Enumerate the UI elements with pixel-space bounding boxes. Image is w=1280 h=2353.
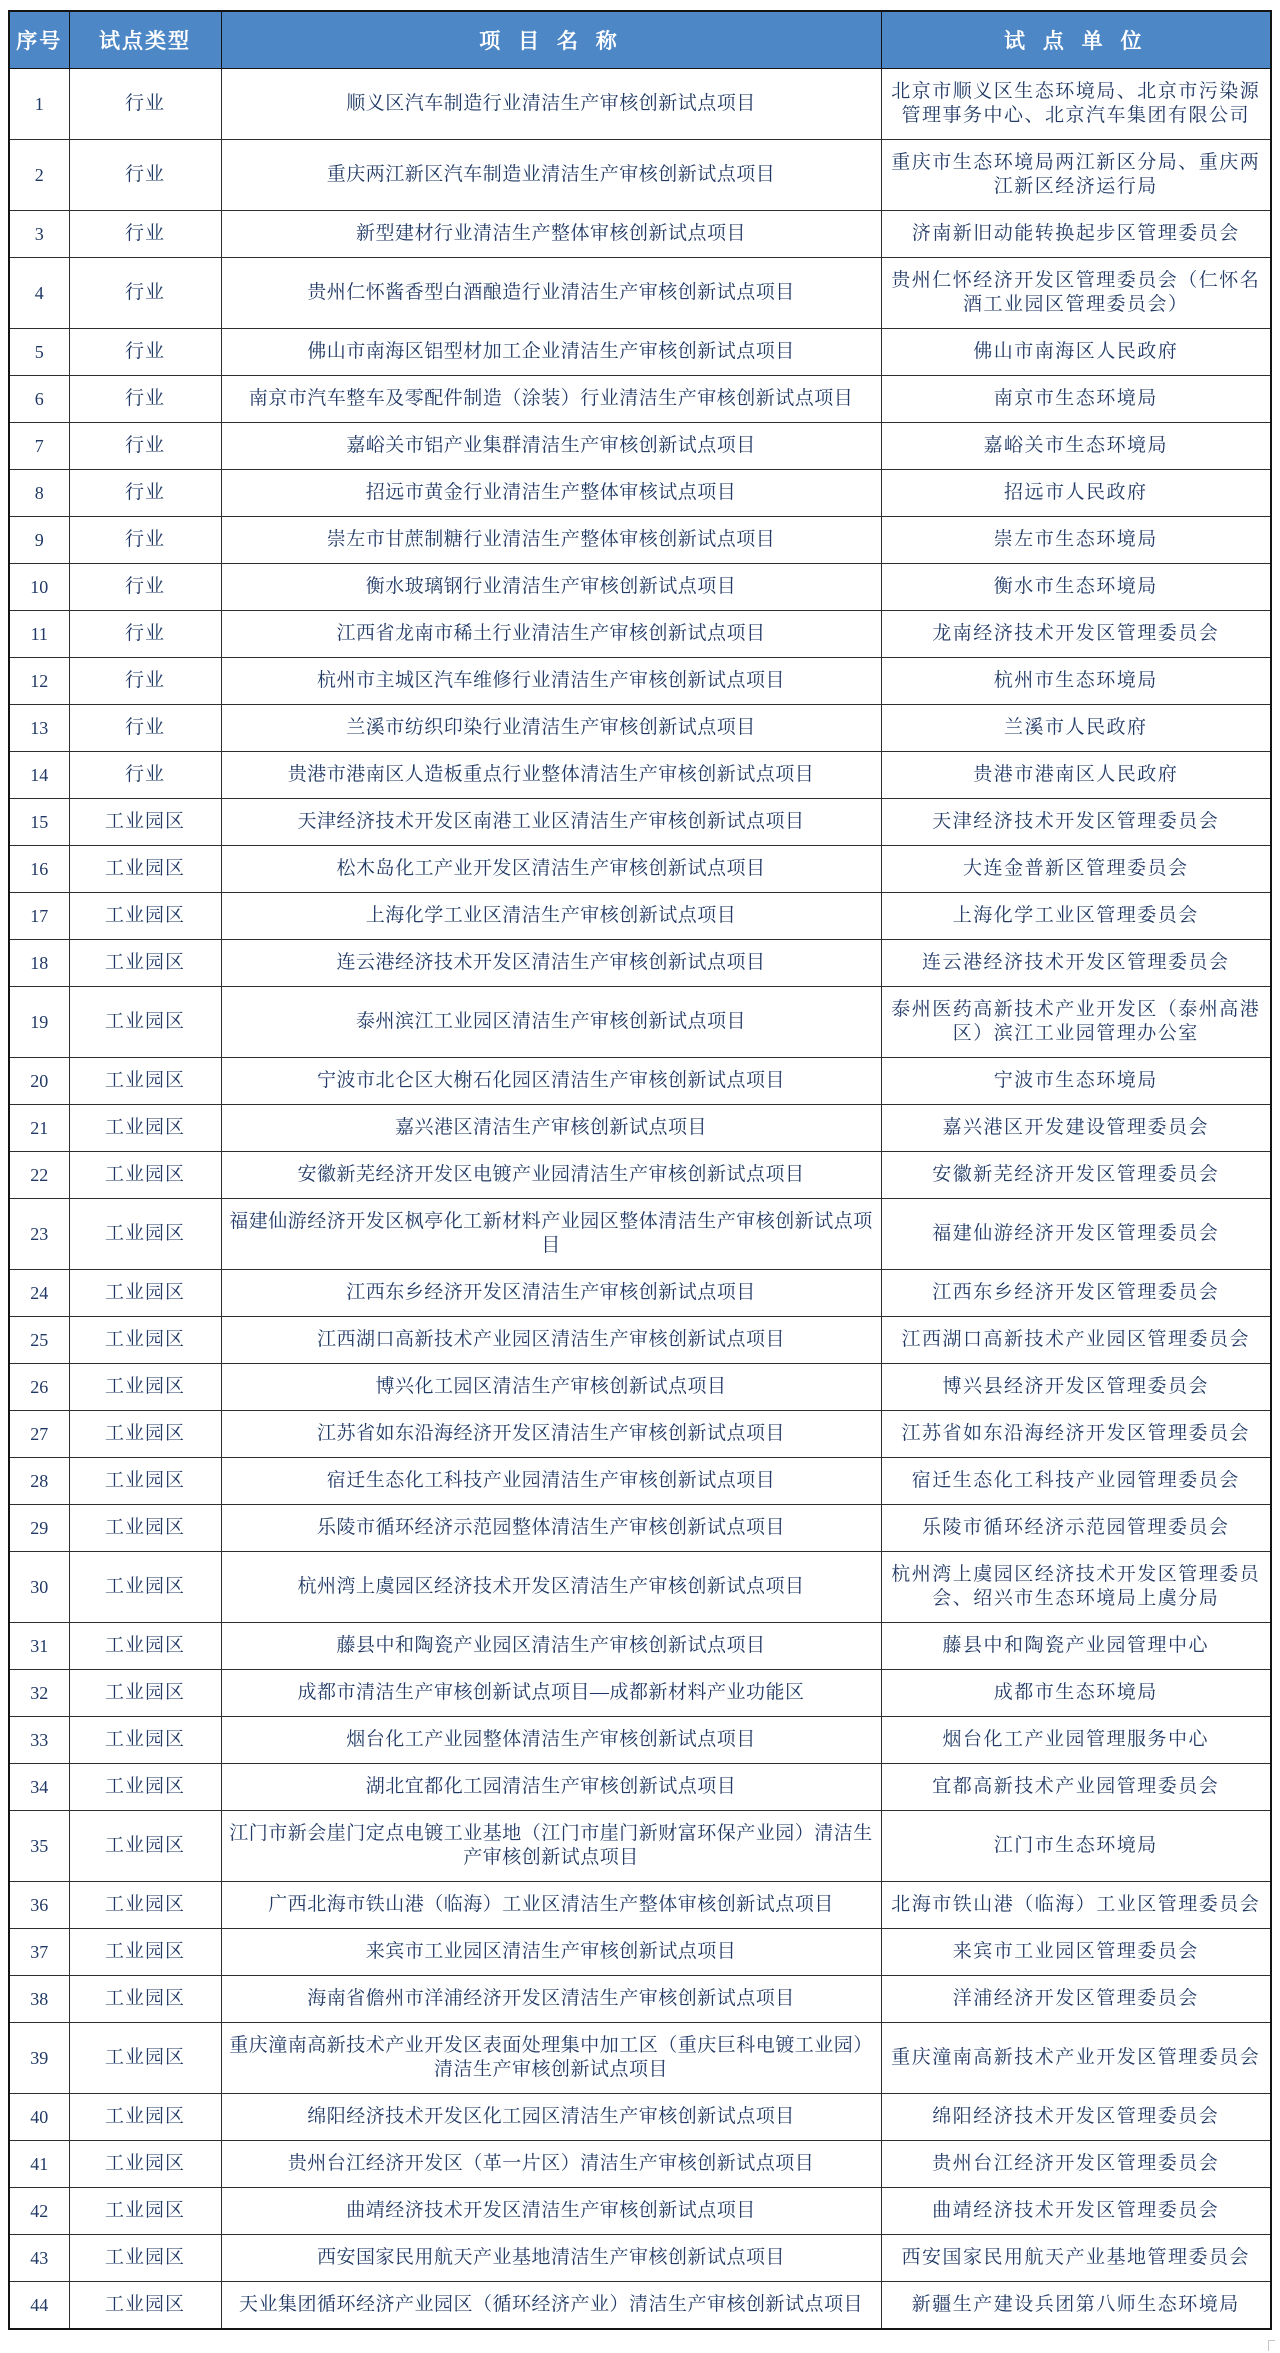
row-unit-cell: 嘉峪关市生态环境局 — [881, 423, 1271, 470]
pilot-projects-table — [8, 10, 1272, 2330]
row-index-cell: 11 — [9, 611, 69, 658]
row-name-cell: 藤县中和陶瓷产业园区清洁生产审核创新试点项目 — [221, 1623, 881, 1670]
row-name-cell: 安徽新芜经济开发区电镀产业园清洁生产审核创新试点项目 — [221, 1152, 881, 1199]
row-unit-cell: 成都市生态环境局 — [881, 1670, 1271, 1717]
table-row — [9, 2282, 1271, 2330]
row-index-cell: 40 — [9, 2094, 69, 2141]
row-index-cell: 37 — [9, 1929, 69, 1976]
row-unit-cell: 重庆潼南高新技术产业开发区管理委员会 — [881, 2023, 1271, 2094]
row-name-cell: 乐陵市循环经济示范园整体清洁生产审核创新试点项目 — [221, 1505, 881, 1552]
row-unit-cell: 宿迁生态化工科技产业园管理委员会 — [881, 1458, 1271, 1505]
row-name-cell: 招远市黄金行业清洁生产整体审核试点项目 — [221, 470, 881, 517]
row-name-cell: 江西东乡经济开发区清洁生产审核创新试点项目 — [221, 1270, 881, 1317]
row-name-cell: 海南省儋州市洋浦经济开发区清洁生产审核创新试点项目 — [221, 1976, 881, 2023]
row-index-cell: 44 — [9, 2282, 69, 2330]
row-name-cell: 兰溪市纺织印染行业清洁生产审核创新试点项目 — [221, 705, 881, 752]
row-name-cell: 贵州台江经济开发区（革一片区）清洁生产审核创新试点项目 — [221, 2141, 881, 2188]
table-row — [9, 2023, 1271, 2094]
table-row — [9, 1623, 1271, 1670]
row-unit-cell: 宜都高新技术产业园管理委员会 — [881, 1764, 1271, 1811]
row-name-cell: 成都市清洁生产审核创新试点项目—成都新材料产业功能区 — [221, 1670, 881, 1717]
row-name-cell: 曲靖经济技术开发区清洁生产审核创新试点项目 — [221, 2188, 881, 2235]
row-name-cell: 重庆两江新区汽车制造业清洁生产审核创新试点项目 — [221, 140, 881, 211]
row-type-cell: 行业 — [69, 705, 221, 752]
row-type-cell: 工业园区 — [69, 2282, 221, 2330]
row-index-cell: 29 — [9, 1505, 69, 1552]
row-type-cell: 工业园区 — [69, 1717, 221, 1764]
row-index-cell: 13 — [9, 705, 69, 752]
table-row — [9, 846, 1271, 893]
row-name-cell: 衡水玻璃钢行业清洁生产审核创新试点项目 — [221, 564, 881, 611]
table-row — [9, 258, 1271, 329]
row-type-cell: 行业 — [69, 564, 221, 611]
row-name-cell: 宁波市北仑区大榭石化园区清洁生产审核创新试点项目 — [221, 1058, 881, 1105]
row-unit-cell: 新疆生产建设兵团第八师生态环境局 — [881, 2282, 1271, 2330]
row-index-cell: 30 — [9, 1552, 69, 1623]
table-row — [9, 658, 1271, 705]
row-type-cell: 工业园区 — [69, 1105, 221, 1152]
row-name-cell: 杭州湾上虞园区经济技术开发区清洁生产审核创新试点项目 — [221, 1552, 881, 1623]
row-index-cell: 6 — [9, 376, 69, 423]
row-index-cell: 1 — [9, 69, 69, 140]
row-type-cell: 工业园区 — [69, 2023, 221, 2094]
header-row — [9, 11, 1271, 69]
row-name-cell: 松木岛化工产业开发区清洁生产审核创新试点项目 — [221, 846, 881, 893]
table-row — [9, 1764, 1271, 1811]
table-row — [9, 987, 1271, 1058]
table-row — [9, 1458, 1271, 1505]
row-type-cell: 工业园区 — [69, 1670, 221, 1717]
table-row — [9, 1270, 1271, 1317]
table-row — [9, 705, 1271, 752]
row-index-cell: 18 — [9, 940, 69, 987]
row-unit-cell: 宁波市生态环境局 — [881, 1058, 1271, 1105]
row-index-cell: 5 — [9, 329, 69, 376]
row-unit-cell: 烟台化工产业园管理服务中心 — [881, 1717, 1271, 1764]
row-name-cell: 江西省龙南市稀土行业清洁生产审核创新试点项目 — [221, 611, 881, 658]
row-type-cell: 工业园区 — [69, 1058, 221, 1105]
row-index-cell: 16 — [9, 846, 69, 893]
table-row — [9, 2235, 1271, 2282]
row-unit-cell: 上海化学工业区管理委员会 — [881, 893, 1271, 940]
row-index-cell: 24 — [9, 1270, 69, 1317]
row-index-cell: 10 — [9, 564, 69, 611]
table-row — [9, 1552, 1271, 1623]
row-name-cell: 江苏省如东沿海经济开发区清洁生产审核创新试点项目 — [221, 1411, 881, 1458]
row-name-cell: 烟台化工产业园整体清洁生产审核创新试点项目 — [221, 1717, 881, 1764]
row-type-cell: 工业园区 — [69, 1505, 221, 1552]
row-type-cell: 工业园区 — [69, 2141, 221, 2188]
row-type-cell: 工业园区 — [69, 1458, 221, 1505]
row-unit-cell: 江西湖口高新技术产业园区管理委员会 — [881, 1317, 1271, 1364]
row-unit-cell: 泰州医药高新技术产业开发区（泰州高港区）滨江工业园管理办公室 — [881, 987, 1271, 1058]
row-unit-cell: 西安国家民用航天产业基地管理委员会 — [881, 2235, 1271, 2282]
table-row — [9, 1411, 1271, 1458]
row-unit-cell: 招远市人民政府 — [881, 470, 1271, 517]
row-type-cell: 工业园区 — [69, 1882, 221, 1929]
row-index-cell: 20 — [9, 1058, 69, 1105]
row-unit-cell: 连云港经济技术开发区管理委员会 — [881, 940, 1271, 987]
row-type-cell: 工业园区 — [69, 1764, 221, 1811]
row-index-cell: 21 — [9, 1105, 69, 1152]
row-name-cell: 西安国家民用航天产业基地清洁生产审核创新试点项目 — [221, 2235, 881, 2282]
table-row — [9, 2094, 1271, 2141]
row-index-cell: 35 — [9, 1811, 69, 1882]
row-name-cell: 贵港市港南区人造板重点行业整体清洁生产审核创新试点项目 — [221, 752, 881, 799]
row-index-cell: 32 — [9, 1670, 69, 1717]
row-index-cell: 26 — [9, 1364, 69, 1411]
row-type-cell: 行业 — [69, 376, 221, 423]
row-unit-cell: 北海市铁山港（临海）工业区管理委员会 — [881, 1882, 1271, 1929]
row-name-cell: 江门市新会崖门定点电镀工业基地（江门市崖门新财富环保产业园）清洁生产审核创新试点项目 — [221, 1811, 881, 1882]
row-unit-cell: 贵州台江经济开发区管理委员会 — [881, 2141, 1271, 2188]
row-unit-cell: 佛山市南海区人民政府 — [881, 329, 1271, 376]
row-index-cell: 36 — [9, 1882, 69, 1929]
row-index-cell: 9 — [9, 517, 69, 564]
col-header-index: 序号 — [9, 11, 69, 69]
table-row — [9, 1317, 1271, 1364]
row-name-cell: 来宾市工业园区清洁生产审核创新试点项目 — [221, 1929, 881, 1976]
row-type-cell: 工业园区 — [69, 1317, 221, 1364]
table-row — [9, 1976, 1271, 2023]
row-type-cell: 工业园区 — [69, 1623, 221, 1670]
row-name-cell: 绵阳经济技术开发区化工园区清洁生产审核创新试点项目 — [221, 2094, 881, 2141]
row-type-cell: 行业 — [69, 752, 221, 799]
table-row — [9, 211, 1271, 258]
row-type-cell: 工业园区 — [69, 846, 221, 893]
row-unit-cell: 龙南经济技术开发区管理委员会 — [881, 611, 1271, 658]
row-unit-cell: 曲靖经济技术开发区管理委员会 — [881, 2188, 1271, 2235]
row-type-cell: 行业 — [69, 69, 221, 140]
table-row — [9, 69, 1271, 140]
row-type-cell: 工业园区 — [69, 893, 221, 940]
table-row — [9, 1505, 1271, 1552]
row-index-cell: 15 — [9, 799, 69, 846]
row-index-cell: 25 — [9, 1317, 69, 1364]
row-type-cell: 行业 — [69, 470, 221, 517]
row-type-cell: 行业 — [69, 329, 221, 376]
row-index-cell: 43 — [9, 2235, 69, 2282]
table-row — [9, 564, 1271, 611]
row-unit-cell: 江西东乡经济开发区管理委员会 — [881, 1270, 1271, 1317]
row-index-cell: 22 — [9, 1152, 69, 1199]
row-unit-cell: 嘉兴港区开发建设管理委员会 — [881, 1105, 1271, 1152]
table-row — [9, 140, 1271, 211]
row-unit-cell: 天津经济技术开发区管理委员会 — [881, 799, 1271, 846]
row-index-cell: 41 — [9, 2141, 69, 2188]
row-unit-cell: 博兴县经济开发区管理委员会 — [881, 1364, 1271, 1411]
row-name-cell: 重庆潼南高新技术产业开发区表面处理集中加工区（重庆巨科电镀工业园）清洁生产审核创新试点项目 — [221, 2023, 881, 2094]
row-name-cell: 天津经济技术开发区南港工业区清洁生产审核创新试点项目 — [221, 799, 881, 846]
row-index-cell: 4 — [9, 258, 69, 329]
table-row — [9, 1670, 1271, 1717]
row-index-cell: 31 — [9, 1623, 69, 1670]
row-name-cell: 贵州仁怀酱香型白酒酿造行业清洁生产审核创新试点项目 — [221, 258, 881, 329]
row-name-cell: 嘉兴港区清洁生产审核创新试点项目 — [221, 1105, 881, 1152]
row-index-cell: 34 — [9, 1764, 69, 1811]
table-row — [9, 1364, 1271, 1411]
row-index-cell: 12 — [9, 658, 69, 705]
row-unit-cell: 北京市顺义区生态环境局、北京市污染源管理事务中心、北京汽车集团有限公司 — [881, 69, 1271, 140]
table-row — [9, 423, 1271, 470]
row-index-cell: 7 — [9, 423, 69, 470]
row-unit-cell: 江苏省如东沿海经济开发区管理委员会 — [881, 1411, 1271, 1458]
row-type-cell: 行业 — [69, 211, 221, 258]
table-row — [9, 1199, 1271, 1270]
row-index-cell: 17 — [9, 893, 69, 940]
table-row — [9, 1929, 1271, 1976]
row-name-cell: 湖北宜都化工园清洁生产审核创新试点项目 — [221, 1764, 881, 1811]
row-unit-cell: 兰溪市人民政府 — [881, 705, 1271, 752]
row-unit-cell: 崇左市生态环境局 — [881, 517, 1271, 564]
row-type-cell: 行业 — [69, 423, 221, 470]
row-type-cell: 行业 — [69, 517, 221, 564]
table-row — [9, 1717, 1271, 1764]
row-unit-cell: 衡水市生态环境局 — [881, 564, 1271, 611]
row-type-cell: 行业 — [69, 611, 221, 658]
row-name-cell: 江西湖口高新技术产业园区清洁生产审核创新试点项目 — [221, 1317, 881, 1364]
table-row — [9, 2141, 1271, 2188]
table-row — [9, 940, 1271, 987]
row-index-cell: 8 — [9, 470, 69, 517]
row-type-cell: 工业园区 — [69, 1199, 221, 1270]
row-index-cell: 39 — [9, 2023, 69, 2094]
row-index-cell: 19 — [9, 987, 69, 1058]
row-name-cell: 博兴化工园区清洁生产审核创新试点项目 — [221, 1364, 881, 1411]
row-name-cell: 上海化学工业区清洁生产审核创新试点项目 — [221, 893, 881, 940]
col-header-pilot-type: 试点类型 — [69, 11, 221, 69]
row-unit-cell: 安徽新芜经济开发区管理委员会 — [881, 1152, 1271, 1199]
table-row — [9, 329, 1271, 376]
row-index-cell: 2 — [9, 140, 69, 211]
row-name-cell: 崇左市甘蔗制糖行业清洁生产整体审核创新试点项目 — [221, 517, 881, 564]
table-row — [9, 1152, 1271, 1199]
scrollbar-corner-artifact — [1268, 2340, 1275, 2351]
row-name-cell: 天业集团循环经济产业园区（循环经济产业）清洁生产审核创新试点项目 — [221, 2282, 881, 2330]
row-type-cell: 工业园区 — [69, 1364, 221, 1411]
row-type-cell: 工业园区 — [69, 1811, 221, 1882]
table-row — [9, 1811, 1271, 1882]
row-name-cell: 嘉峪关市铝产业集群清洁生产审核创新试点项目 — [221, 423, 881, 470]
table-header — [9, 11, 1271, 69]
col-header-pilot-unit: 试 点 单 位 — [881, 11, 1271, 69]
row-type-cell: 工业园区 — [69, 1270, 221, 1317]
row-unit-cell: 重庆市生态环境局两江新区分局、重庆两江新区经济运行局 — [881, 140, 1271, 211]
row-type-cell: 工业园区 — [69, 1976, 221, 2023]
row-name-cell: 新型建材行业清洁生产整体审核创新试点项目 — [221, 211, 881, 258]
row-type-cell: 工业园区 — [69, 1929, 221, 1976]
table-row — [9, 1882, 1271, 1929]
row-unit-cell: 贵港市港南区人民政府 — [881, 752, 1271, 799]
row-index-cell: 38 — [9, 1976, 69, 2023]
row-index-cell: 14 — [9, 752, 69, 799]
row-unit-cell: 南京市生态环境局 — [881, 376, 1271, 423]
row-index-cell: 23 — [9, 1199, 69, 1270]
row-name-cell: 福建仙游经济开发区枫亭化工新材料产业园区整体清洁生产审核创新试点项目 — [221, 1199, 881, 1270]
row-type-cell: 工业园区 — [69, 2094, 221, 2141]
row-unit-cell: 贵州仁怀经济开发区管理委员会（仁怀名酒工业园区管理委员会） — [881, 258, 1271, 329]
row-name-cell: 宿迁生态化工科技产业园清洁生产审核创新试点项目 — [221, 1458, 881, 1505]
table-row — [9, 1105, 1271, 1152]
row-name-cell: 佛山市南海区铝型材加工企业清洁生产审核创新试点项目 — [221, 329, 881, 376]
row-type-cell: 行业 — [69, 258, 221, 329]
row-type-cell: 行业 — [69, 140, 221, 211]
row-unit-cell: 大连金普新区管理委员会 — [881, 846, 1271, 893]
col-header-project-name: 项 目 名 称 — [221, 11, 881, 69]
row-index-cell: 33 — [9, 1717, 69, 1764]
table-row — [9, 1058, 1271, 1105]
row-type-cell: 工业园区 — [69, 987, 221, 1058]
row-index-cell: 27 — [9, 1411, 69, 1458]
table-row — [9, 2188, 1271, 2235]
row-type-cell: 工业园区 — [69, 1411, 221, 1458]
row-name-cell: 广西北海市铁山港（临海）工业区清洁生产整体审核创新试点项目 — [221, 1882, 881, 1929]
row-unit-cell: 福建仙游经济开发区管理委员会 — [881, 1199, 1271, 1270]
row-type-cell: 工业园区 — [69, 2188, 221, 2235]
table-row — [9, 752, 1271, 799]
row-unit-cell: 绵阳经济技术开发区管理委员会 — [881, 2094, 1271, 2141]
table-row — [9, 517, 1271, 564]
row-name-cell: 连云港经济技术开发区清洁生产审核创新试点项目 — [221, 940, 881, 987]
row-unit-cell: 杭州湾上虞园区经济技术开发区管理委员会、绍兴市生态环境局上虞分局 — [881, 1552, 1271, 1623]
row-type-cell: 工业园区 — [69, 940, 221, 987]
row-unit-cell: 济南新旧动能转换起步区管理委员会 — [881, 211, 1271, 258]
table-body — [9, 69, 1271, 2330]
row-name-cell: 顺义区汽车制造行业清洁生产审核创新试点项目 — [221, 69, 881, 140]
table-row — [9, 799, 1271, 846]
row-unit-cell: 杭州市生态环境局 — [881, 658, 1271, 705]
row-name-cell: 泰州滨江工业园区清洁生产审核创新试点项目 — [221, 987, 881, 1058]
row-index-cell: 28 — [9, 1458, 69, 1505]
row-unit-cell: 乐陵市循环经济示范园管理委员会 — [881, 1505, 1271, 1552]
row-index-cell: 3 — [9, 211, 69, 258]
row-type-cell: 工业园区 — [69, 1152, 221, 1199]
row-unit-cell: 洋浦经济开发区管理委员会 — [881, 1976, 1271, 2023]
row-name-cell: 南京市汽车整车及零配件制造（涂装）行业清洁生产审核创新试点项目 — [221, 376, 881, 423]
table-row — [9, 893, 1271, 940]
row-unit-cell: 藤县中和陶瓷产业园管理中心 — [881, 1623, 1271, 1670]
table-row — [9, 470, 1271, 517]
row-unit-cell: 来宾市工业园区管理委员会 — [881, 1929, 1271, 1976]
row-unit-cell: 江门市生态环境局 — [881, 1811, 1271, 1882]
table-row — [9, 376, 1271, 423]
row-type-cell: 工业园区 — [69, 799, 221, 846]
row-type-cell: 工业园区 — [69, 1552, 221, 1623]
row-index-cell: 42 — [9, 2188, 69, 2235]
row-type-cell: 行业 — [69, 658, 221, 705]
row-name-cell: 杭州市主城区汽车维修行业清洁生产审核创新试点项目 — [221, 658, 881, 705]
row-type-cell: 工业园区 — [69, 2235, 221, 2282]
table-row — [9, 611, 1271, 658]
